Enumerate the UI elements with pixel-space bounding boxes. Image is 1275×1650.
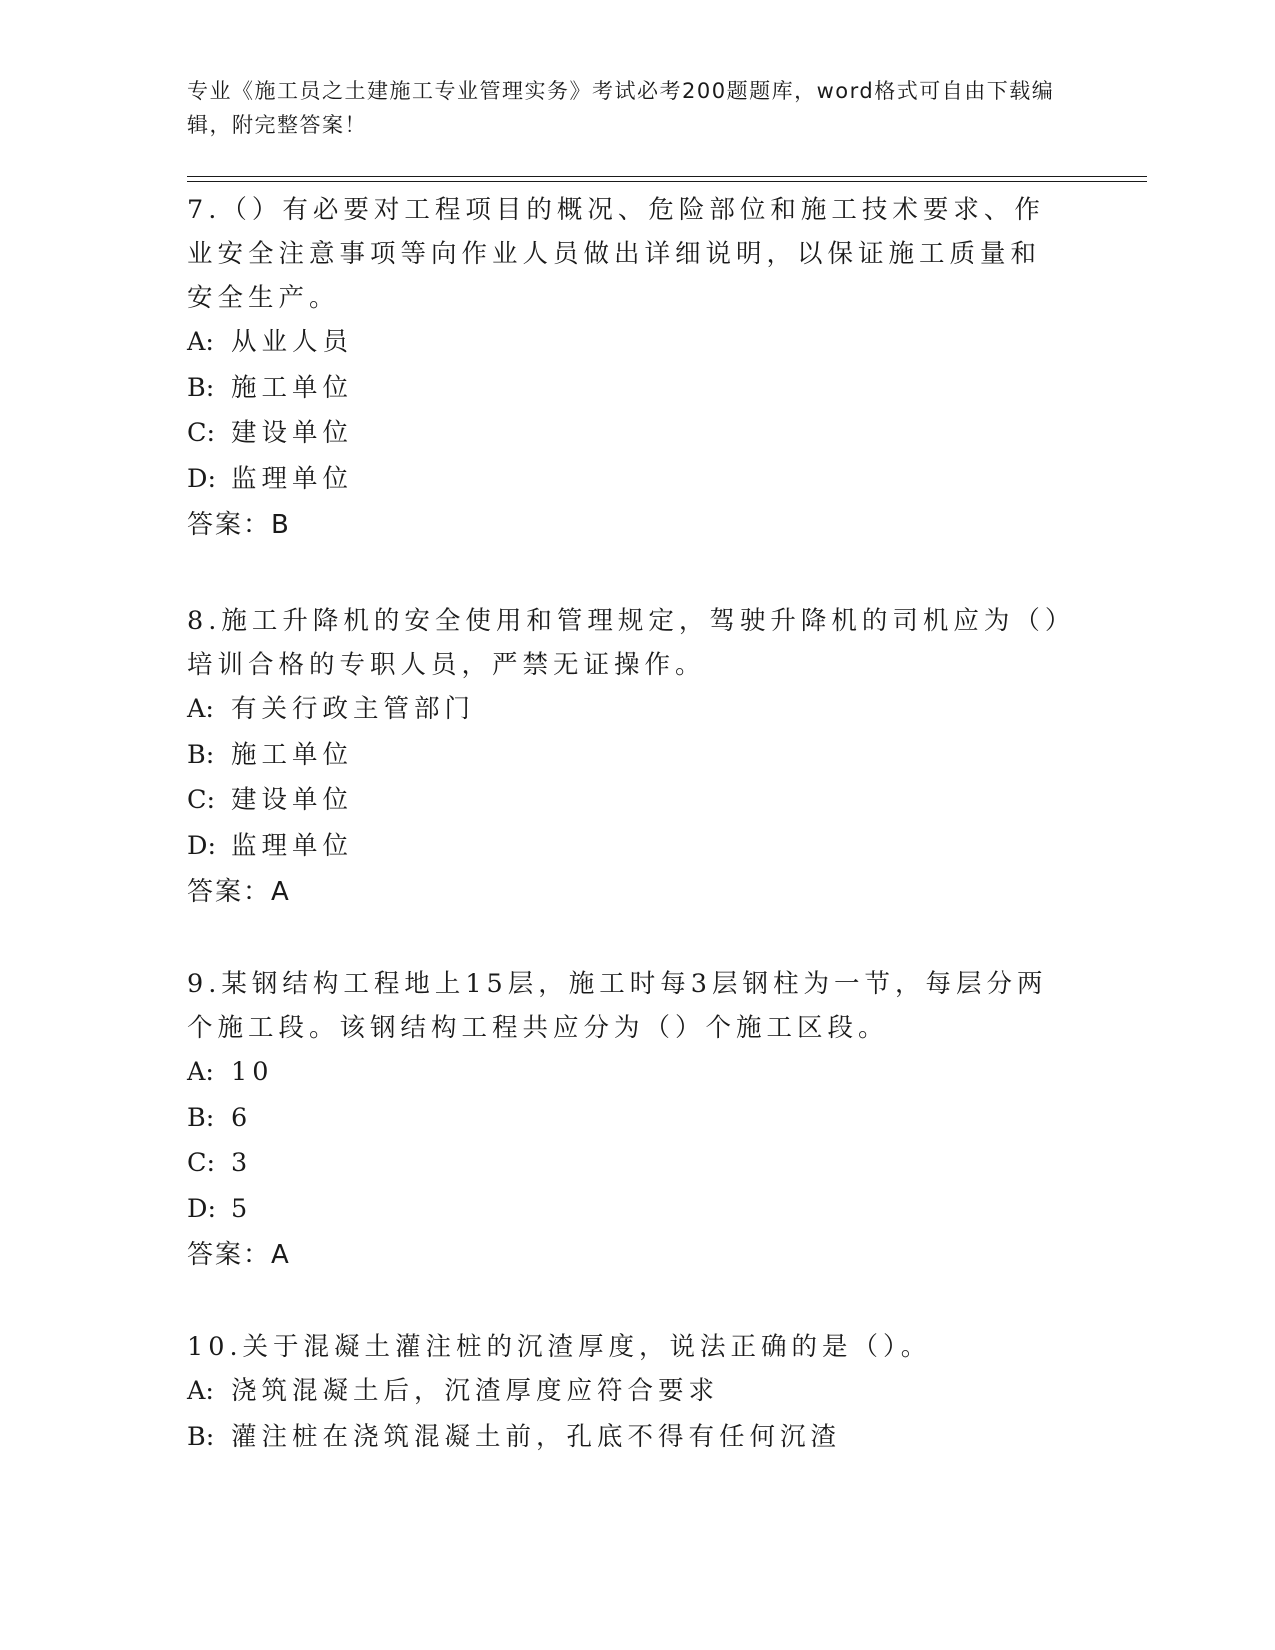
option-letter: B: — [187, 1102, 215, 1133]
question-8 — [187, 599, 1067, 915]
option-letter: C: — [187, 1148, 216, 1178]
option-a — [187, 1050, 1067, 1096]
option-c — [187, 1141, 1067, 1187]
option-c — [187, 778, 1067, 824]
option-letter: A: — [187, 1057, 215, 1087]
option-letter: A: — [187, 1376, 215, 1406]
option-d — [187, 824, 1067, 870]
question-stem: 10.关于混凝土灌注桩的沉渣厚度，说法正确的是（）。 — [187, 1332, 932, 1362]
option-list — [187, 1369, 1067, 1460]
option-letter: C: — [187, 418, 216, 448]
answer-line: 答案：A — [187, 877, 291, 907]
option-text: 从业人员 — [231, 327, 354, 357]
option-c — [187, 411, 1067, 457]
option-a — [187, 1369, 1067, 1415]
option-text: 建设单位 — [231, 785, 354, 815]
option-b — [187, 733, 1067, 779]
option-list — [187, 687, 1067, 869]
question-9 — [187, 962, 1067, 1278]
option-list — [187, 320, 1067, 502]
option-letter: C: — [187, 785, 216, 815]
option-b — [187, 366, 1067, 412]
option-letter: D: — [187, 1193, 217, 1224]
option-letter: A: — [187, 694, 215, 724]
option-list — [187, 1050, 1067, 1232]
option-text: 监理单位 — [231, 830, 354, 861]
option-letter: B: — [187, 1421, 215, 1452]
option-text: 3 — [231, 1148, 253, 1178]
option-text: 10 — [231, 1057, 274, 1087]
option-a — [187, 320, 1067, 366]
question-stem: 7.（）有必要对工程项目的概况、危险部位和施工技术要求、作业安全注意事项等向作业人员做出详细说明，以保证施工质量和安全生产。 — [187, 195, 1045, 313]
question-stem: 8.施工升降机的安全使用和管理规定，驾驶升降机的司机应为（）培训合格的专职人员，严禁无证操作。 — [187, 606, 1063, 680]
question-stem: 9.某钢结构工程地上15层，施工时每3层钢柱为一节，每层分两个施工段。该钢结构工程共应分为（）个施工区段。 — [187, 969, 1048, 1043]
option-text: 监理单位 — [231, 463, 354, 494]
option-text: 6 — [231, 1102, 253, 1133]
option-letter: A: — [187, 327, 215, 357]
header-divider-top — [187, 176, 1147, 177]
option-a — [187, 687, 1067, 733]
question-7 — [187, 188, 1067, 548]
option-letter: D: — [187, 830, 217, 861]
option-letter: B: — [187, 372, 215, 403]
option-d — [187, 1187, 1067, 1233]
option-b — [187, 1096, 1067, 1142]
option-text: 施工单位 — [231, 372, 354, 403]
option-text: 建设单位 — [231, 418, 354, 448]
option-text: 5 — [231, 1193, 253, 1224]
document-header-note: 专业《施工员之土建施工专业管理实务》考试必考200题题库，word格式可自由下载编辑，附完整答案！ — [187, 79, 1055, 137]
option-d — [187, 457, 1067, 503]
option-text: 灌注桩在浇筑混凝土前，孔底不得有任何沉渣 — [231, 1421, 842, 1452]
answer-line: 答案：A — [187, 1240, 291, 1270]
option-letter: D: — [187, 463, 217, 494]
option-text: 施工单位 — [231, 739, 354, 770]
option-letter: B: — [187, 739, 215, 770]
option-text: 浇筑混凝土后，沉渣厚度应符合要求 — [231, 1376, 720, 1406]
header-divider-bottom — [187, 181, 1147, 182]
answer-line: 答案：B — [187, 510, 291, 540]
option-b — [187, 1415, 1067, 1461]
question-10 — [187, 1325, 1067, 1460]
option-text: 有关行政主管部门 — [231, 694, 476, 724]
